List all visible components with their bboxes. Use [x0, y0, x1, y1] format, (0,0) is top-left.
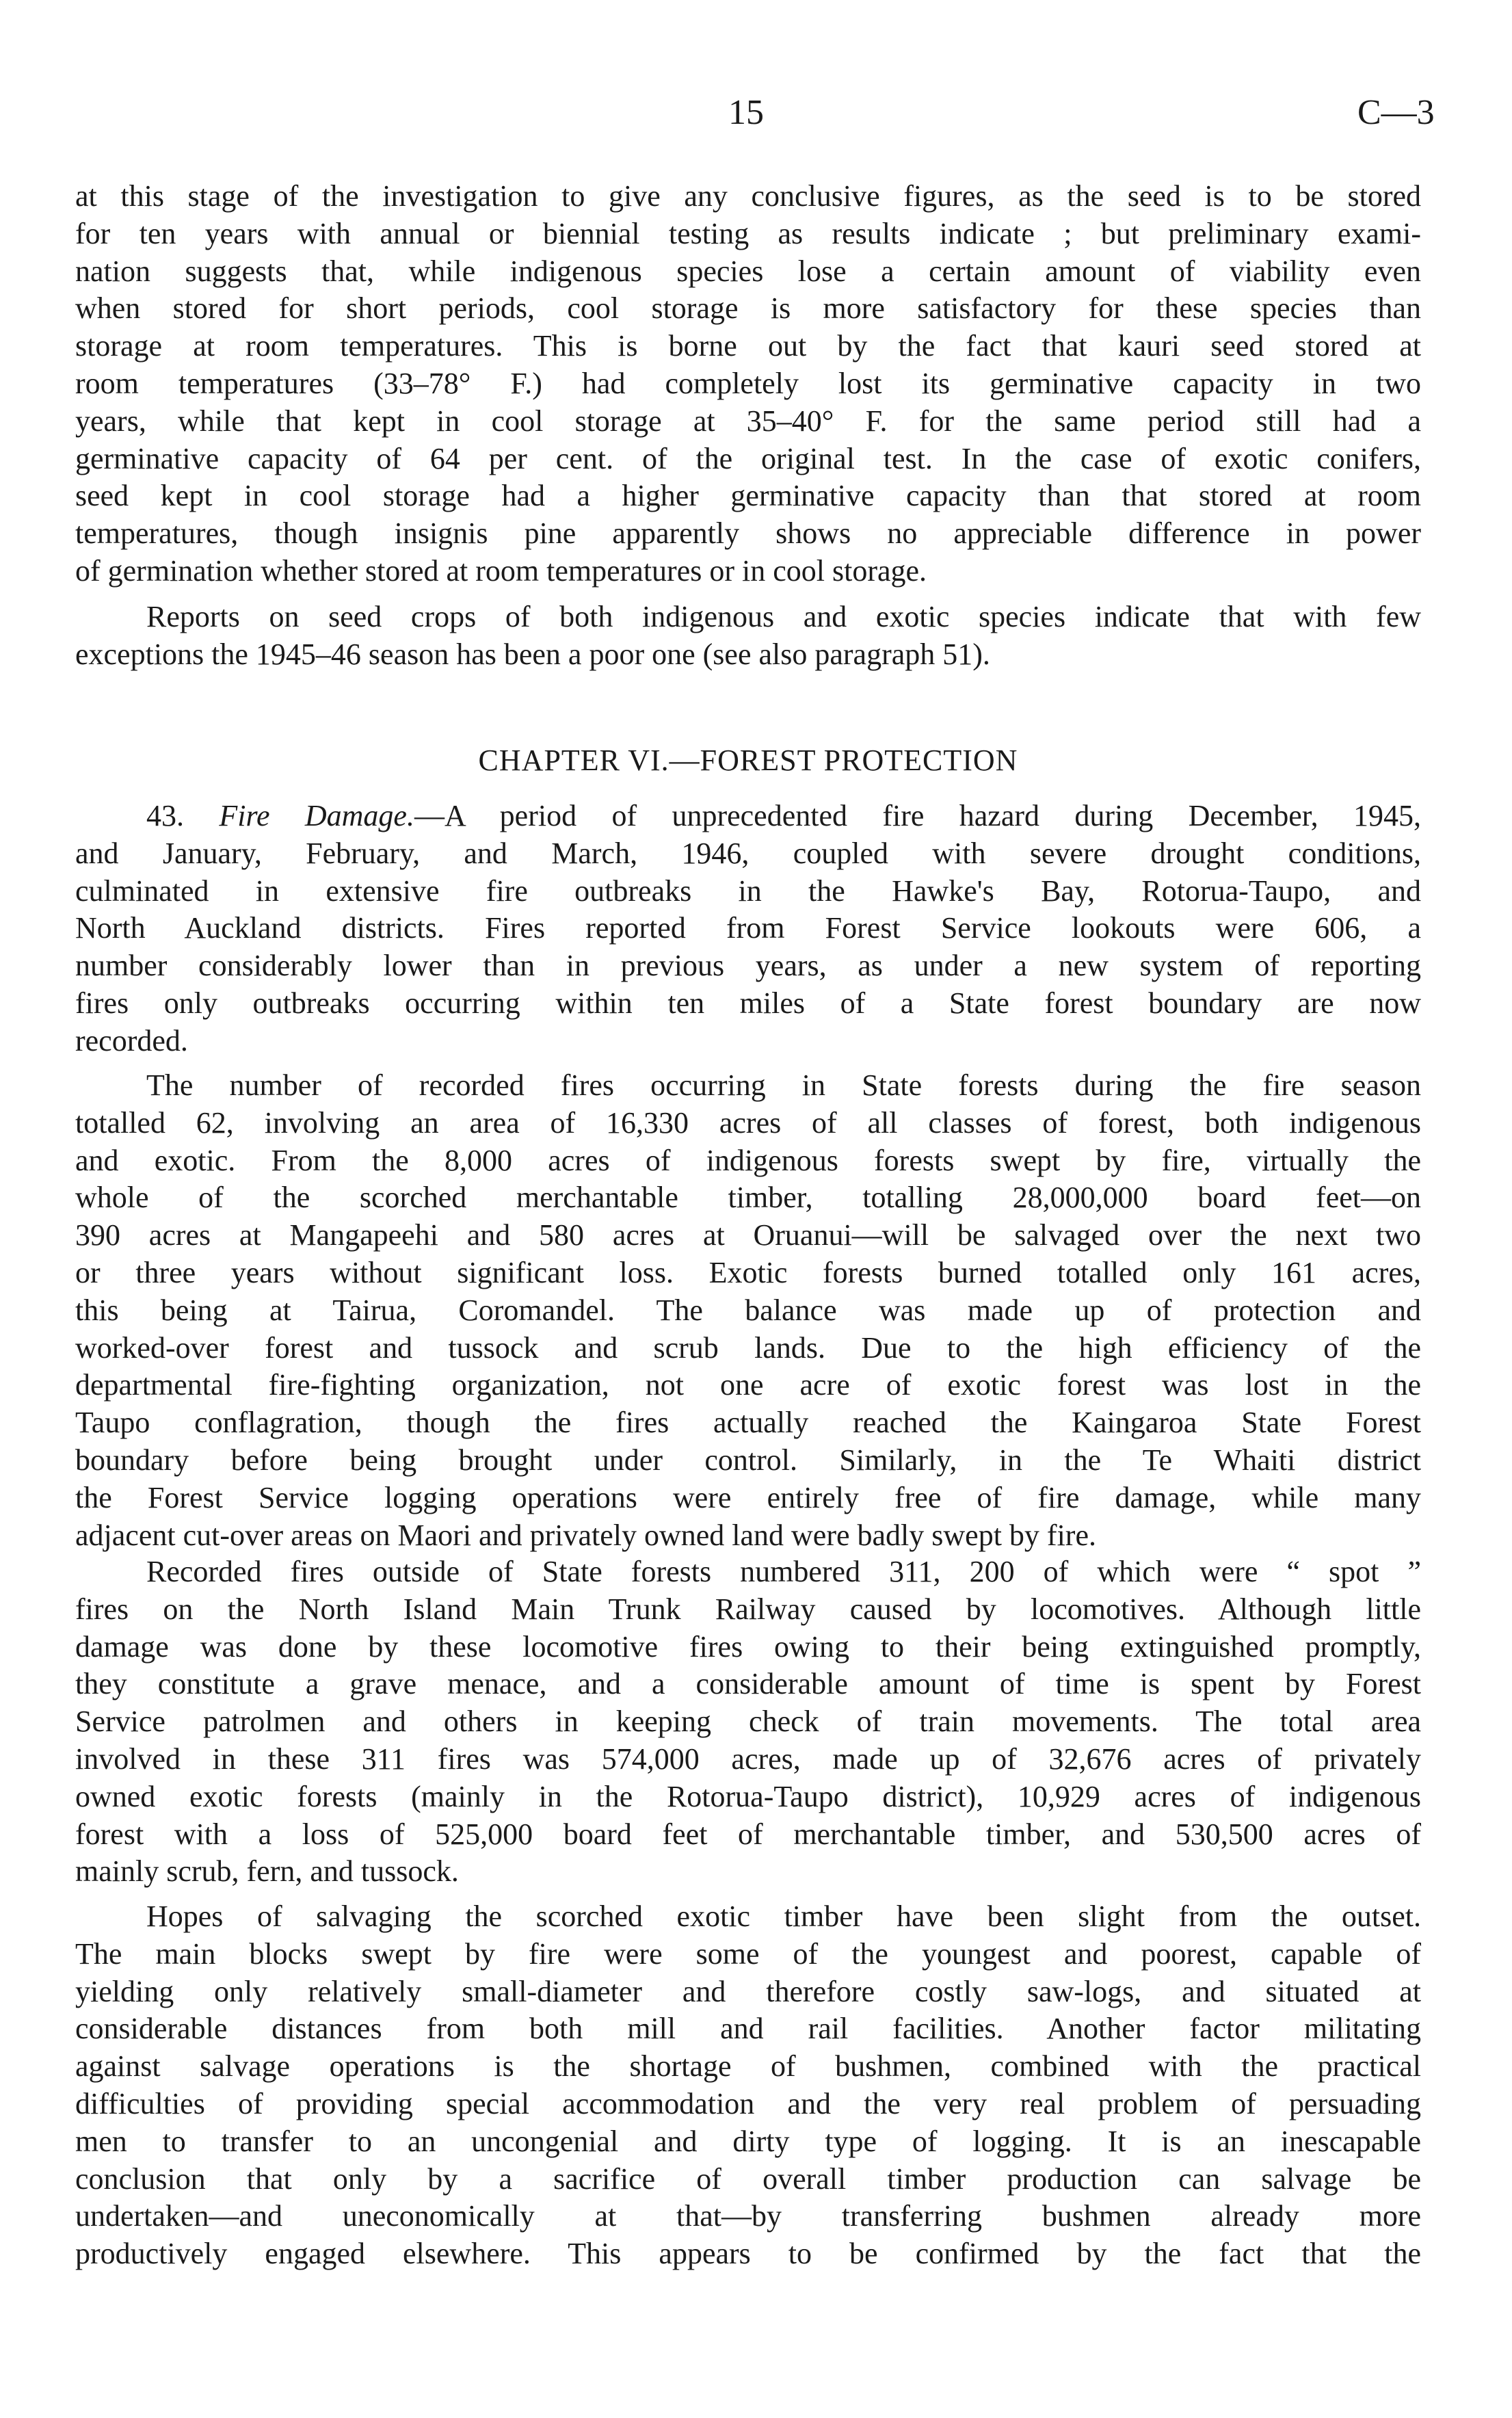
text-line: the Forest Service logging operations were entirely free of fire damage, while many: [75, 1480, 1421, 1514]
text-line: room temperatures (33–78° F.) had completely lost its germinative capacity in two: [75, 366, 1421, 400]
text-line: Reports on seed crops of both indigenous and exotic species indicate that with few: [146, 600, 1421, 633]
text-line: or three years without significant loss. Exotic forests burned totalled only 161 acres,: [75, 1255, 1421, 1289]
paragraph: [75, 599, 1421, 674]
text-line: at this stage of the investigation to give any conclusive figures, as the seed is to be stored: [75, 179, 1421, 213]
paragraph: [75, 798, 1421, 1060]
text-line: against salvage operations is the shortage of bushmen, combined with the practical: [75, 2049, 1421, 2084]
text-line: seed kept in cool storage had a higher germinative capacity than that stored at room: [75, 479, 1421, 513]
paragraph-number: 43.: [146, 799, 184, 832]
text-line: mainly scrub, fern, and tussock.: [75, 1854, 459, 1889]
text-line: departmental fire-fighting organization, not one acre of exotic forest was lost in the: [75, 1368, 1421, 1402]
text-line: Recorded fires outside of State forests numbered 311, 200 of which were “ spot ”: [146, 1555, 1421, 1588]
text-line: of germination whether stored at room temperatures or in cool storage.: [75, 553, 927, 588]
text-line: North Auckland districts. Fires reported from Forest Service lookouts were 606, a: [75, 911, 1421, 945]
text-line: fires on the North Island Main Trunk Railway caused by locomotives. Although little: [75, 1592, 1421, 1626]
text-line: fires only outbreaks occurring within ten miles of a State forest boundary are now: [75, 986, 1421, 1020]
text-line: culminated in extensive fire outbreaks in the Hawke's Bay, Rotorua-Taupo, and: [75, 873, 1421, 908]
text-line: worked-over forest and tussock and scrub lands. Due to the high efficiency of the: [75, 1330, 1421, 1365]
page-number: 15: [728, 93, 764, 132]
paragraph: [75, 178, 1421, 590]
text-line: The number of recorded fires occurring in State forests during the fire season: [146, 1068, 1421, 1102]
text-line: involved in these 311 fires was 574,000 acres, made up of 32,676 acres of privately: [75, 1742, 1421, 1776]
text-line: they constitute a grave menace, and a considerable amount of time is spent by Forest: [75, 1667, 1421, 1701]
text-line: undertaken—and uneconomically at that—by transferring bushmen already more: [75, 2199, 1421, 2233]
text-line: when stored for short periods, cool storage is more satisfactory for these species than: [75, 291, 1421, 326]
text-line: storage at room temperatures. This is borne out by the fact that kauri seed stored at: [75, 329, 1421, 363]
text-line: yielding only relatively small-diameter and therefore costly saw-logs, and situated at: [75, 1974, 1421, 2008]
text-line: nation suggests that, while indigenous species lose a certain amount of viability even: [75, 254, 1421, 288]
text-line: conclusion that only by a sacrifice of overall timber production can salvage be: [75, 2161, 1421, 2196]
text-line: and exotic. From the 8,000 acres of indigenous forests swept by fire, virtually the: [75, 1143, 1421, 1177]
text-line: germinative capacity of 64 per cent. of the original test. In the case of exotic conifers,: [75, 441, 1421, 475]
text-line: for ten years with annual or biennial testing as results indicate ; but preliminary exami-: [75, 216, 1421, 250]
text-line: recorded.: [75, 1023, 188, 1057]
line-text: —A period of unprecedented fire hazard during December, 1945,: [414, 799, 1422, 832]
chapter-heading: CHAPTER VI.—FOREST PROTECTION: [478, 744, 1018, 777]
text-line: forest with a loss of 525,000 board feet of merchantable timber, and 530,500 acres of: [75, 1817, 1421, 1851]
text-line: difficulties of providing special accommodation and the very real problem of persuading: [75, 2086, 1421, 2120]
text-line: adjacent cut-over areas on Maori and privately owned land were badly swept by fire.: [75, 1518, 1096, 1552]
text-line: damage was done by these locomotive fires owing to their being extinguished promptly,: [75, 1629, 1421, 1664]
text-line: men to transfer to an uncongenial and dirty type of logging. It is an inescapable: [75, 2124, 1421, 2158]
text-line: [75, 798, 1421, 835]
text-line: totalled 62, involving an area of 16,330 acres of all classes of forest, both indigenous: [75, 1105, 1421, 1140]
paragraph-heading: Fire Damage.: [219, 799, 414, 832]
text-line: Service patrolmen and others in keeping check of train movements. The total area: [75, 1705, 1421, 1739]
text-line: The main blocks swept by fire were some of the youngest and poorest, capable of: [75, 1936, 1421, 1971]
paragraph: [75, 1553, 1421, 1891]
text-line: years, while that kept in cool storage at 35–40° F. for the same period still had a: [75, 404, 1421, 438]
document-code: C—3: [1357, 93, 1435, 132]
text-line: and January, February, and March, 1946, coupled with severe drought conditions,: [75, 836, 1421, 870]
text-line: number considerably lower than in previous years, as under a new system of reporting: [75, 949, 1421, 983]
text-line: whole of the scorched merchantable timber, totalling 28,000,000 board feet—on: [75, 1181, 1421, 1215]
paragraph: [75, 1898, 1421, 2273]
paragraph: [75, 1067, 1421, 1554]
text-line: boundary before being brought under control. Similarly, in the Te Whaiti district: [75, 1443, 1421, 1477]
text-line: this being at Tairua, Coromandel. The balance was made up of protection and: [75, 1293, 1421, 1327]
text-line: Taupo conflagration, though the fires actually reached the Kaingaroa State Forest: [75, 1406, 1421, 1440]
text-line: exceptions the 1945–46 season has been a poor one (see also paragraph 51).: [75, 637, 990, 671]
text-line: productively engaged elsewhere. This appears to be confirmed by the fact that the: [75, 2237, 1421, 2271]
text-line: temperatures, though insignis pine apparently shows no appreciable difference in power: [75, 516, 1421, 551]
text-line: Hopes of salvaging the scorched exotic timber have been slight from the outset.: [146, 1900, 1421, 1933]
text-line: owned exotic forests (mainly in the Rotorua-Taupo district), 10,929 acres of indigenous: [75, 1779, 1421, 1813]
text-line: considerable distances from both mill and rail facilities. Another factor militating: [75, 2012, 1421, 2046]
text-line: 390 acres at Mangapeehi and 580 acres at Oruanui—will be salvaged over the next two: [75, 1218, 1421, 1252]
